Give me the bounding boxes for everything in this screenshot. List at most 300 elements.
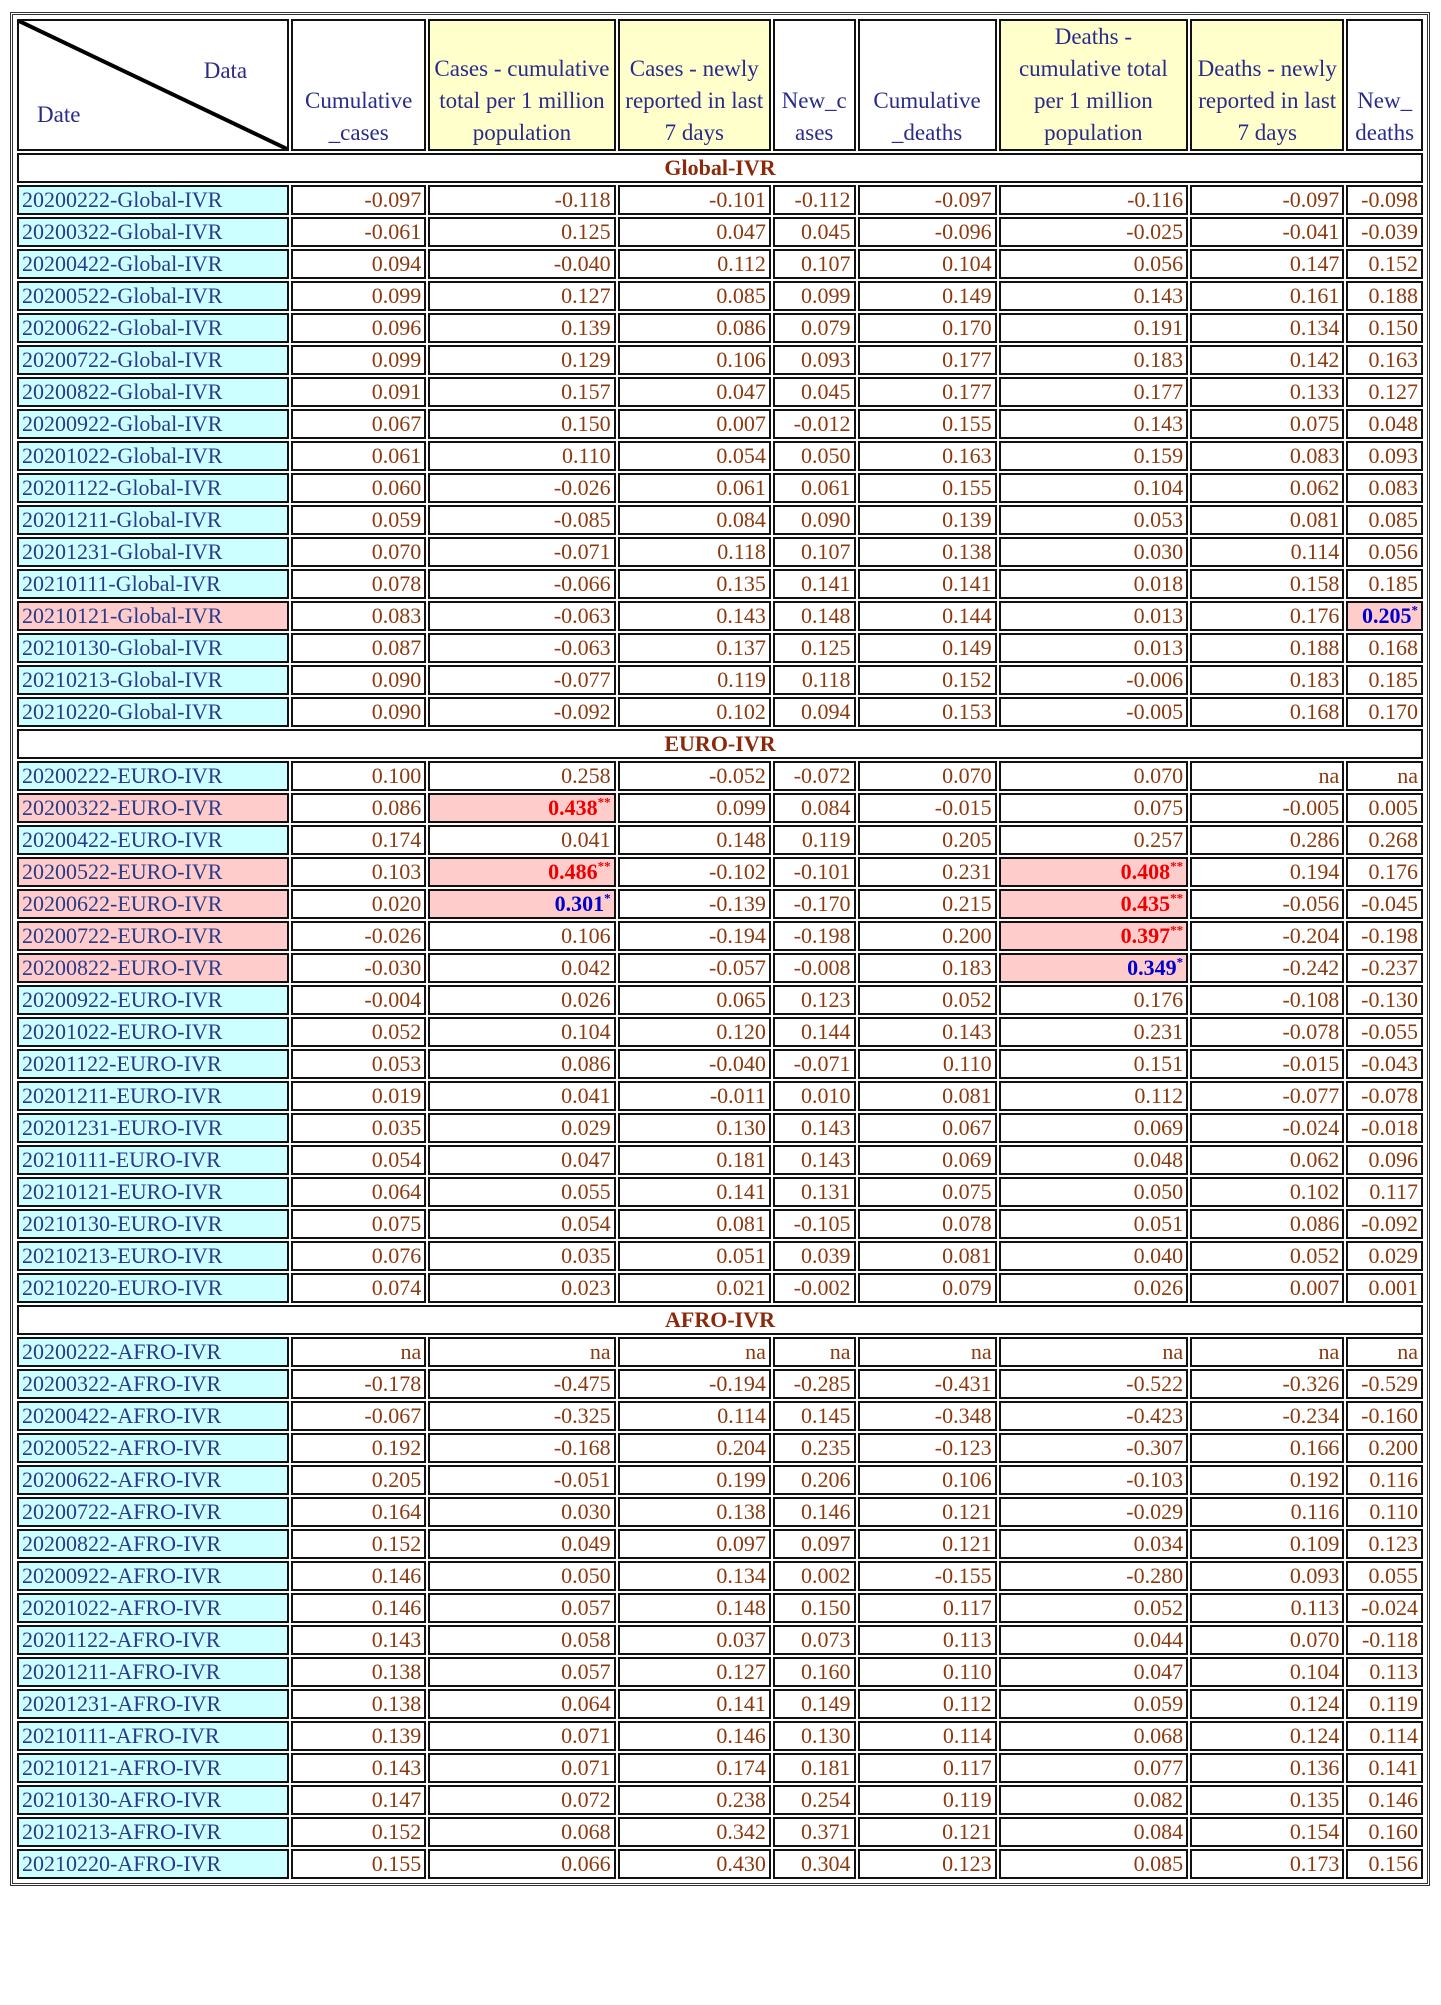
value-cell: na <box>1190 761 1344 791</box>
value-cell: 0.084 <box>999 1817 1188 1847</box>
value-cell: 0.096 <box>1346 1145 1423 1175</box>
value-cell: 0.065 <box>618 985 771 1015</box>
value: 0.435 <box>1120 891 1171 916</box>
value-cell: 0.143 <box>291 1753 426 1783</box>
significance-marker: ** <box>1170 858 1184 874</box>
value-cell: 0.143 <box>858 1017 997 1047</box>
table-row <box>17 1625 1423 1655</box>
value-cell: -0.285 <box>773 1369 856 1399</box>
value-cell: 0.157 <box>428 377 615 407</box>
value-cell: 0.148 <box>618 1593 771 1623</box>
value-cell: 0.138 <box>858 537 997 567</box>
value-cell: 0.185 <box>1346 665 1423 695</box>
value-cell: 0.099 <box>773 281 856 311</box>
value-cell: 0.174 <box>291 825 426 855</box>
value-cell: 0.107 <box>773 249 856 279</box>
value-cell: 0.141 <box>1346 1753 1423 1783</box>
value-cell: 0.029 <box>428 1113 615 1143</box>
table-row <box>17 281 1423 311</box>
column-header: Deaths - cumulative total per 1 million population <box>999 19 1188 151</box>
value-cell: -0.101 <box>773 857 856 887</box>
value-cell: 0.096 <box>291 313 426 343</box>
value-cell: -0.097 <box>291 185 426 215</box>
value-cell: 0.093 <box>1346 441 1423 471</box>
value-cell: -0.072 <box>773 761 856 791</box>
value-cell: -0.057 <box>618 953 771 983</box>
value-cell: 0.035 <box>291 1113 426 1143</box>
table-row <box>17 217 1423 247</box>
value-cell: 0.148 <box>618 825 771 855</box>
significant-value-cell <box>999 857 1188 887</box>
value-cell: 0.103 <box>291 857 426 887</box>
value-cell: 0.068 <box>999 1721 1188 1751</box>
value-cell: -0.056 <box>1190 889 1344 919</box>
value-cell: 0.075 <box>999 793 1188 823</box>
value-cell: 0.123 <box>1346 1529 1423 1559</box>
value-cell: 0.127 <box>618 1657 771 1687</box>
value-cell: -0.123 <box>858 1433 997 1463</box>
value-cell: 0.069 <box>999 1113 1188 1143</box>
row-label: 20200922-Global-IVR <box>17 409 289 439</box>
row-label: 20200622-EURO-IVR <box>17 889 289 919</box>
value-cell: 0.149 <box>858 633 997 663</box>
value-cell: 0.185 <box>1346 569 1423 599</box>
value-cell: 0.058 <box>428 1625 615 1655</box>
table-row <box>17 1817 1423 1847</box>
row-label: 20210220-EURO-IVR <box>17 1273 289 1303</box>
value-cell: 0.163 <box>858 441 997 471</box>
value-cell: 0.183 <box>858 953 997 983</box>
value-cell: -0.178 <box>291 1369 426 1399</box>
value-cell: 0.064 <box>291 1177 426 1207</box>
value-cell: -0.118 <box>428 185 615 215</box>
value-cell: -0.242 <box>1190 953 1344 983</box>
value-cell: 0.139 <box>291 1721 426 1751</box>
row-label: 20201211-Global-IVR <box>17 505 289 535</box>
value-cell: -0.431 <box>858 1369 997 1399</box>
value: 0.349 <box>1127 955 1177 980</box>
value-cell: 0.146 <box>291 1593 426 1623</box>
value-cell: -0.011 <box>618 1081 771 1111</box>
value-cell: -0.130 <box>1346 985 1423 1015</box>
value-cell: 0.116 <box>1190 1497 1344 1527</box>
value-cell: 0.117 <box>858 1753 997 1783</box>
value-cell: 0.094 <box>773 697 856 727</box>
value-cell: 0.155 <box>858 473 997 503</box>
value-cell: 0.047 <box>999 1657 1188 1687</box>
value-cell: 0.035 <box>428 1241 615 1271</box>
value-cell: -0.029 <box>999 1497 1188 1527</box>
value-cell: 0.188 <box>1190 633 1344 663</box>
value-cell: 0.146 <box>618 1721 771 1751</box>
value-cell: 0.030 <box>428 1497 615 1527</box>
value: 0.397 <box>1120 923 1171 948</box>
header-row <box>17 19 1423 151</box>
value-cell: -0.071 <box>428 537 615 567</box>
table-row <box>17 1273 1423 1303</box>
row-label: 20200822-AFRO-IVR <box>17 1529 289 1559</box>
table-row <box>17 1337 1423 1367</box>
value-cell: 0.074 <box>291 1273 426 1303</box>
value-cell: na <box>1190 1337 1344 1367</box>
value-cell: 0.083 <box>291 601 426 631</box>
value-cell: 0.062 <box>1190 473 1344 503</box>
value-cell: 0.060 <box>291 473 426 503</box>
significant-value-cell <box>428 793 615 823</box>
value-cell: -0.160 <box>1346 1401 1423 1431</box>
value-cell: 0.118 <box>618 537 771 567</box>
value-cell: 0.144 <box>858 601 997 631</box>
row-label: 20201122-Global-IVR <box>17 473 289 503</box>
value-cell: 0.150 <box>428 409 615 439</box>
value-cell: 0.099 <box>291 345 426 375</box>
value-cell: 0.050 <box>999 1177 1188 1207</box>
value-cell: -0.198 <box>1346 921 1423 951</box>
table-row <box>17 345 1423 375</box>
column-header: Cumulative _deaths <box>858 19 997 151</box>
value-cell: 0.110 <box>428 441 615 471</box>
value-cell: 0.082 <box>999 1785 1188 1815</box>
value-cell: 0.070 <box>999 761 1188 791</box>
value-cell: 0.235 <box>773 1433 856 1463</box>
value-cell: 0.155 <box>291 1849 426 1879</box>
table-row <box>17 1241 1423 1271</box>
value-cell: 0.176 <box>1346 857 1423 887</box>
value-cell: 0.231 <box>999 1017 1188 1047</box>
value-cell: 0.149 <box>858 281 997 311</box>
value-cell: 0.151 <box>999 1049 1188 1079</box>
value-cell: -0.085 <box>428 505 615 535</box>
value-cell: 0.138 <box>618 1497 771 1527</box>
value-cell: 0.177 <box>999 377 1188 407</box>
value-cell: 0.104 <box>858 249 997 279</box>
value-cell: 0.177 <box>858 377 997 407</box>
corner-label-data: Data <box>203 58 248 83</box>
value-cell: 0.304 <box>773 1849 856 1879</box>
value-cell: 0.116 <box>1346 1465 1423 1495</box>
value-cell: 0.155 <box>858 409 997 439</box>
value-cell: -0.325 <box>428 1401 615 1431</box>
row-label: 20200422-Global-IVR <box>17 249 289 279</box>
value-cell: 0.164 <box>291 1497 426 1527</box>
value-cell: 0.150 <box>1346 313 1423 343</box>
value-cell: -0.108 <box>1190 985 1344 1015</box>
table-row <box>17 761 1423 791</box>
value-cell: -0.052 <box>618 761 771 791</box>
row-label: 20200622-AFRO-IVR <box>17 1465 289 1495</box>
table-row <box>17 1209 1423 1239</box>
value-cell: 0.075 <box>1190 409 1344 439</box>
value-cell: 0.257 <box>999 825 1188 855</box>
table-row <box>17 505 1423 535</box>
value-cell: 0.125 <box>773 633 856 663</box>
value-cell: 0.142 <box>1190 345 1344 375</box>
value-cell: 0.143 <box>773 1113 856 1143</box>
table-row <box>17 1113 1423 1143</box>
value-cell: 0.205 <box>858 825 997 855</box>
row-label: 20201122-EURO-IVR <box>17 1049 289 1079</box>
value-cell: 0.173 <box>1190 1849 1344 1879</box>
correlation-table <box>15 17 1425 1881</box>
value-cell: 0.143 <box>999 409 1188 439</box>
value-cell: 0.106 <box>858 1465 997 1495</box>
row-label: 20201211-EURO-IVR <box>17 1081 289 1111</box>
table-row <box>17 537 1423 567</box>
value-cell: 0.078 <box>858 1209 997 1239</box>
row-label: 20200822-EURO-IVR <box>17 953 289 983</box>
value-cell: 0.152 <box>291 1529 426 1559</box>
corner-header <box>17 19 289 151</box>
value-cell: 0.059 <box>291 505 426 535</box>
value-cell: 0.181 <box>618 1145 771 1175</box>
value-cell: 0.085 <box>1346 505 1423 535</box>
value-cell: -0.024 <box>1190 1113 1344 1143</box>
value-cell: 0.056 <box>1346 537 1423 567</box>
value-cell: 0.121 <box>858 1497 997 1527</box>
table-row <box>17 1753 1423 1783</box>
value-cell: 0.123 <box>858 1849 997 1879</box>
table-row <box>17 249 1423 279</box>
value-cell: 0.146 <box>291 1561 426 1591</box>
value-cell: 0.144 <box>773 1017 856 1047</box>
value-cell: -0.423 <box>999 1401 1188 1431</box>
value-cell: 0.168 <box>1190 697 1344 727</box>
table-row <box>17 1145 1423 1175</box>
value-cell: na <box>291 1337 426 1367</box>
value-cell: 0.118 <box>773 665 856 695</box>
value-cell: 0.199 <box>618 1465 771 1495</box>
value: 0.438 <box>548 795 598 820</box>
value-cell: 0.090 <box>291 697 426 727</box>
row-label: 20201211-AFRO-IVR <box>17 1657 289 1687</box>
value-cell: 0.019 <box>291 1081 426 1111</box>
value-cell: 0.136 <box>1190 1753 1344 1783</box>
value-cell: 0.094 <box>291 249 426 279</box>
value-cell: 0.081 <box>618 1209 771 1239</box>
value-cell: 0.176 <box>999 985 1188 1015</box>
value-cell: -0.522 <box>999 1369 1188 1399</box>
row-label: 20200822-Global-IVR <box>17 377 289 407</box>
value-cell: 0.099 <box>618 793 771 823</box>
value-cell: -0.101 <box>618 185 771 215</box>
value-cell: 0.168 <box>1346 633 1423 663</box>
value-cell: 0.342 <box>618 1817 771 1847</box>
value-cell: 0.148 <box>773 601 856 631</box>
table-row <box>17 953 1423 983</box>
row-label: 20201022-EURO-IVR <box>17 1017 289 1047</box>
table-row <box>17 441 1423 471</box>
value-cell: 0.147 <box>291 1785 426 1815</box>
value-cell: 0.160 <box>773 1657 856 1687</box>
significance-marker: * <box>604 890 611 906</box>
value-cell: 0.057 <box>428 1657 615 1687</box>
value-cell: -0.118 <box>1346 1625 1423 1655</box>
correlation-table-container <box>10 12 1430 1886</box>
significant-value-cell <box>428 857 615 887</box>
value-cell: -0.280 <box>999 1561 1188 1591</box>
value-cell: 0.158 <box>1190 569 1344 599</box>
value-cell: na <box>1346 761 1423 791</box>
value-cell: 0.079 <box>858 1273 997 1303</box>
row-label: 20210111-EURO-IVR <box>17 1145 289 1175</box>
value-cell: 0.143 <box>618 601 771 631</box>
value-cell: 0.075 <box>291 1209 426 1239</box>
value-cell: 0.053 <box>291 1049 426 1079</box>
value-cell: 0.152 <box>291 1817 426 1847</box>
value-cell: 0.139 <box>428 313 615 343</box>
value-cell: -0.015 <box>1190 1049 1344 1079</box>
value-cell: 0.188 <box>1346 281 1423 311</box>
table-row <box>17 1529 1423 1559</box>
value-cell: -0.040 <box>428 249 615 279</box>
value-cell: -0.116 <box>999 185 1188 215</box>
value-cell: 0.194 <box>1190 857 1344 887</box>
row-label: 20210213-Global-IVR <box>17 665 289 695</box>
value-cell: 0.055 <box>1346 1561 1423 1591</box>
value-cell: -0.063 <box>428 633 615 663</box>
significant-value-cell <box>1346 601 1423 631</box>
significant-value-cell <box>999 953 1188 983</box>
value-cell: -0.097 <box>1190 185 1344 215</box>
row-label: 20200222-EURO-IVR <box>17 761 289 791</box>
value-cell: 0.067 <box>291 409 426 439</box>
value-cell: 0.061 <box>773 473 856 503</box>
value-cell: 0.200 <box>858 921 997 951</box>
value-cell: 0.085 <box>999 1849 1188 1879</box>
table-row <box>17 1369 1423 1399</box>
value-cell: 0.254 <box>773 1785 856 1815</box>
table-row <box>17 1721 1423 1751</box>
value-cell: -0.155 <box>858 1561 997 1591</box>
value-cell: 0.090 <box>773 505 856 535</box>
row-label: 20201022-AFRO-IVR <box>17 1593 289 1623</box>
value-cell: 0.114 <box>1190 537 1344 567</box>
value-cell: 0.061 <box>291 441 426 471</box>
value-cell: 0.051 <box>999 1209 1188 1239</box>
value-cell: 0.124 <box>1190 1721 1344 1751</box>
value-cell: 0.005 <box>1346 793 1423 823</box>
table-row <box>17 857 1423 887</box>
significance-marker: ** <box>597 858 611 874</box>
row-label: 20210130-EURO-IVR <box>17 1209 289 1239</box>
value-cell: 0.113 <box>1190 1593 1344 1623</box>
value-cell: 0.110 <box>858 1657 997 1687</box>
value-cell: 0.113 <box>1346 1657 1423 1687</box>
value-cell: 0.059 <box>999 1689 1188 1719</box>
value-cell: 0.114 <box>1346 1721 1423 1751</box>
value-cell: na <box>428 1337 615 1367</box>
value-cell: na <box>1346 1337 1423 1367</box>
value-cell: 0.170 <box>1346 697 1423 727</box>
row-label: 20200422-AFRO-IVR <box>17 1401 289 1431</box>
table-row <box>17 1081 1423 1111</box>
value-cell: 0.084 <box>773 793 856 823</box>
significance-marker: * <box>1176 954 1184 970</box>
value-cell: -0.103 <box>999 1465 1188 1495</box>
significance-marker: ** <box>1170 890 1184 906</box>
value-cell: 0.192 <box>291 1433 426 1463</box>
value-cell: 0.044 <box>999 1625 1188 1655</box>
value-cell: 0.177 <box>858 345 997 375</box>
significant-value-cell <box>428 889 615 919</box>
value-cell: 0.170 <box>858 313 997 343</box>
value-cell: 0.069 <box>858 1145 997 1175</box>
value-cell: 0.093 <box>773 345 856 375</box>
column-header: New_c ases <box>773 19 856 151</box>
value-cell: 0.091 <box>291 377 426 407</box>
table-row <box>17 889 1423 919</box>
value-cell: 0.048 <box>1346 409 1423 439</box>
row-label: 20210121-EURO-IVR <box>17 1177 289 1207</box>
value-cell: 0.120 <box>618 1017 771 1047</box>
value-cell: 0.076 <box>291 1241 426 1271</box>
value-cell: 0.099 <box>291 281 426 311</box>
value-cell: -0.348 <box>858 1401 997 1431</box>
value-cell: 0.163 <box>1346 345 1423 375</box>
value-cell: 0.150 <box>773 1593 856 1623</box>
value-cell: 0.130 <box>773 1721 856 1751</box>
value-cell: 0.286 <box>1190 825 1344 855</box>
value-cell: 0.013 <box>999 601 1188 631</box>
value-cell: 0.160 <box>1346 1817 1423 1847</box>
value-cell: 0.071 <box>428 1753 615 1783</box>
table-row <box>17 409 1423 439</box>
value-cell: 0.047 <box>618 377 771 407</box>
value-cell: 0.134 <box>618 1561 771 1591</box>
value-cell: 0.045 <box>773 377 856 407</box>
value-cell: 0.152 <box>858 665 997 695</box>
value-cell: 0.231 <box>858 857 997 887</box>
value-cell: 0.123 <box>773 985 856 1015</box>
value-cell: 0.075 <box>858 1177 997 1207</box>
value-cell: -0.018 <box>1346 1113 1423 1143</box>
row-label: 20201231-EURO-IVR <box>17 1113 289 1143</box>
value-cell: 0.021 <box>618 1273 771 1303</box>
value-cell: 0.114 <box>858 1721 997 1751</box>
table-row <box>17 569 1423 599</box>
value-cell: 0.029 <box>1346 1241 1423 1271</box>
value-cell: 0.114 <box>618 1401 771 1431</box>
table-row <box>17 377 1423 407</box>
value-cell: -0.077 <box>428 665 615 695</box>
value-cell: 0.077 <box>999 1753 1188 1783</box>
value-cell: 0.121 <box>858 1817 997 1847</box>
value-cell: -0.170 <box>773 889 856 919</box>
value-cell: 0.141 <box>618 1689 771 1719</box>
row-label: 20200622-Global-IVR <box>17 313 289 343</box>
value-cell: 0.153 <box>858 697 997 727</box>
value-cell: 0.026 <box>428 985 615 1015</box>
row-label: 20201231-Global-IVR <box>17 537 289 567</box>
table-row <box>17 985 1423 1015</box>
value-cell: 0.268 <box>1346 825 1423 855</box>
column-header: New_ deaths <box>1346 19 1423 151</box>
value-cell: 0.072 <box>428 1785 615 1815</box>
value-cell: 0.055 <box>428 1177 615 1207</box>
row-label: 20200522-Global-IVR <box>17 281 289 311</box>
value-cell: 0.078 <box>291 569 426 599</box>
value-cell: 0.093 <box>1190 1561 1344 1591</box>
value-cell: 0.052 <box>858 985 997 1015</box>
value-cell: 0.200 <box>1346 1433 1423 1463</box>
row-label: 20201022-Global-IVR <box>17 441 289 471</box>
value-cell: 0.081 <box>1190 505 1344 535</box>
value-cell: 0.037 <box>618 1625 771 1655</box>
row-label: 20210130-AFRO-IVR <box>17 1785 289 1815</box>
value-cell: -0.006 <box>999 665 1188 695</box>
row-label: 20210111-Global-IVR <box>17 569 289 599</box>
table-row <box>17 473 1423 503</box>
